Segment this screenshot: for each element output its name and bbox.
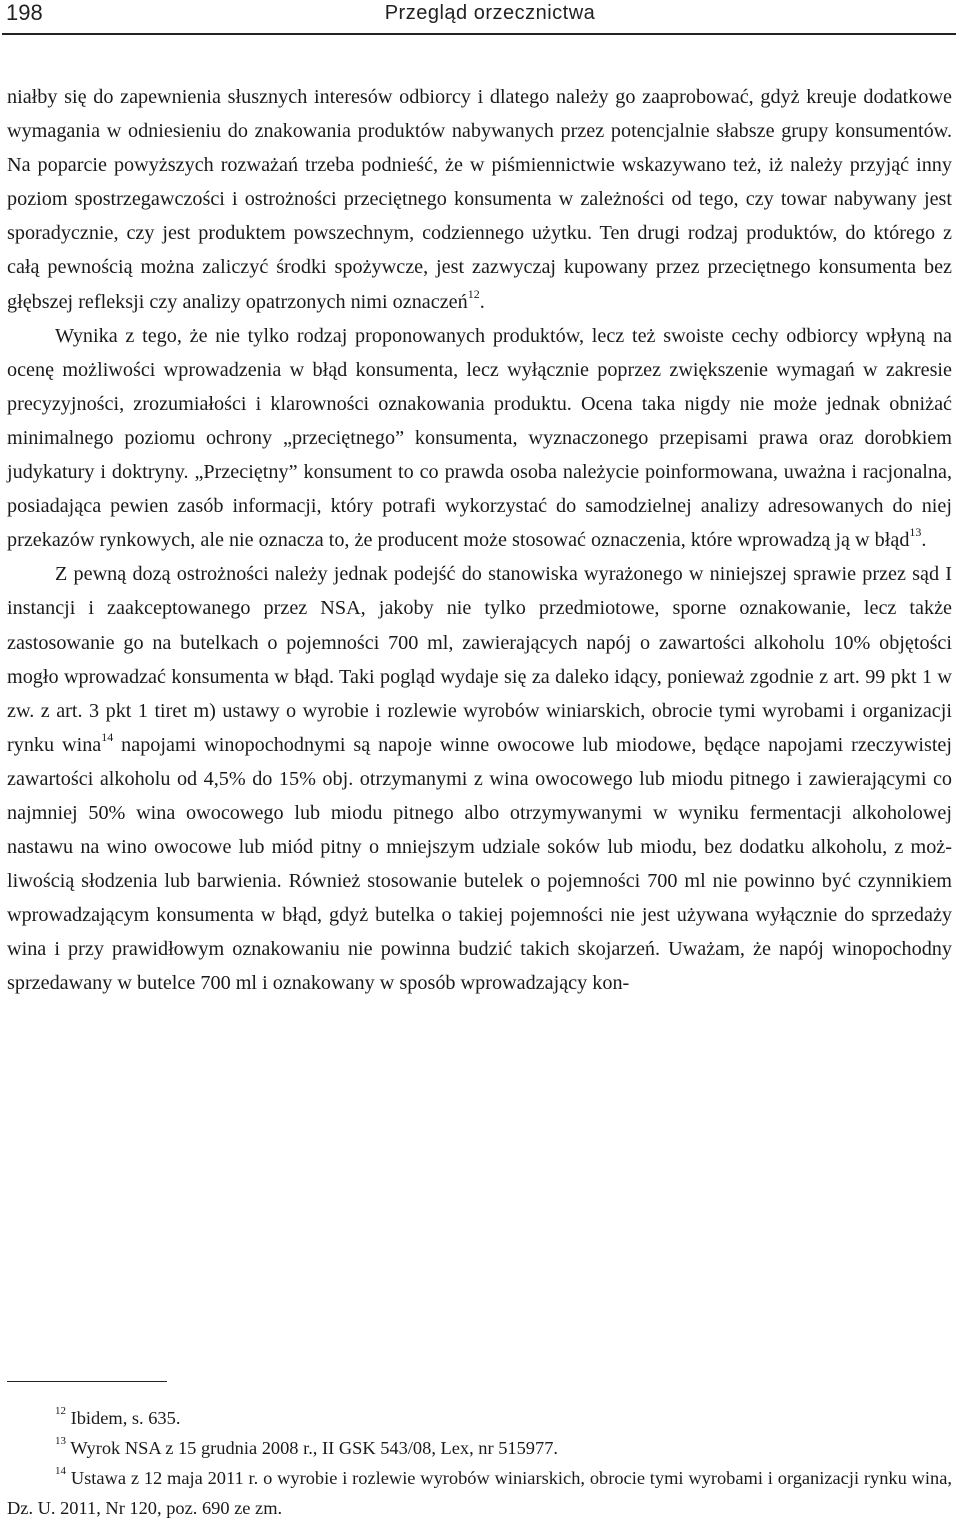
- footnote-number: 12: [55, 1404, 66, 1417]
- footnote-ref[interactable]: 13: [909, 525, 922, 540]
- footnote-number: 14: [55, 1464, 66, 1477]
- footnote-ref[interactable]: 12: [467, 286, 480, 301]
- paragraph: [7, 557, 952, 1000]
- footnote-number: 13: [55, 1434, 66, 1447]
- footnote-text: Wyrok NSA z 15 grudnia 2008 r., II GSK 543/08, Lex, nr 515977.: [66, 1438, 558, 1458]
- footnote-text: Ibidem, s. 635.: [66, 1408, 181, 1428]
- footnote: [7, 1433, 952, 1463]
- footnote-ref[interactable]: 14: [101, 730, 114, 745]
- body-text: [7, 80, 952, 1001]
- page-number: 198: [6, 0, 43, 25]
- paragraph-text: niałby się do zapewnienia słusznych interesów odbiorcy i dlatego należy go zaaprobować, gdyż kreuje dodatkowe wymagania w odniesieniu do znakowania produktów nabywanych przez potencjalnie słabsze grupy konsumentów. Na poparcie powyższych rozważań trzeba podnieść, że w piśmiennictwie wskazywano też, iż należy przyjąć inny poziom spostrzegawczości i ostrożności przeciętnego konsumenta w zależności od tego, czy towar nabywany jest sporadycznie, czy jest produktem powszechnym, codziennego użytku. Ten drugi rodzaj produktów, do którego z całą pewnością można zaliczyć środki spożywcze, jest zazwyczaj kupowany przez przeciętnego konsumenta bez głębszej refleksji czy analizy opatrzonych nimi oznaczeń: [7, 86, 952, 313]
- paragraph-text: Wynika z tego, że nie tylko rodzaj proponowanych produktów, lecz też swoiste cechy odbiorcy wpłyną na ocenę możliwości wprowadzenia w błąd konsumenta, lecz wyłącznie poprzez zwiększenie wymagań w zakresie precyzyjności, zrozumiałości i klarowności oznakowania produktu. Ocena taka nigdy nie może jednak obniżać minimalnego poziomu ochrony „przeciętnego” konsumenta, wyznaczonego przepisami prawa oraz dorobkiem judykatury i doktryny. „Przeciętny” konsument to co prawda osoba należycie poinformowana, uważna i racjonalna, posiadająca pewien zasób informacji, który potrafi wykorzystać do samodzielnej analizy adresowanych do niej przekazów rynkowych, ale nie oznacza to, że producent może stosować oznaczenia, które wprowadzą ją w błąd: [7, 324, 952, 552]
- footnote-separator: [7, 1381, 167, 1382]
- running-title: Przegląd orzecznictwa: [384, 2, 596, 24]
- paragraph-end: .: [921, 529, 927, 552]
- footnote: [7, 1463, 952, 1523]
- paragraph-text: napojami winopochodnymi są napoje winne owocowe lub miodowe, będące napojami rzeczywistej zawartości alkoholu od 4,5% do 15% obj. otrzymanymi z wina owocowego lub miodu pitnego i zawierającymi co najmniej 50% wina owocowego lub miodu pitnego albo otrzymywanymi w wyniku fermentacji alkoholowej nastawu na wino owocowe lub miód pitny o mniejszym udziale soków lub miodu, bez dodatku alkoholu, z możliwością słodzenia lub barwienia. Również stosowanie butelek o pojemności 700 ml nie powinno być czynnikiem wprowadzającym konsumenta w błąd, gdyż butelka o takiej pojemności nie jest używana wyłącznie do sprzedaży wina i przy prawidłowym oznakowaniu nie powinna budzić takich skojarzeń. Uważam, że napój winopochodny sprzedawany w butelce 700 ml i oznakowany w sposób wprowadzający kon-: [7, 733, 952, 995]
- paragraph-text: Z pewną dozą ostrożności należy jednak podejść do stanowiska wyrażonego w niniejszej sprawie przez sąd I instancji i zaakceptowanego przez NSA, jakoby nie tylko przedmiotowe, sporne oznakowanie, lecz także zastosowanie go na butelkach o pojemności 700 ml, zawierających napój o zawartości alkoholu 10% objętości mogło wprowadzać konsumenta w błąd. Taki pogląd wydaje się za daleko idący, ponieważ zgodnie z art. 99 pkt 1 w zw. z art. 3 pkt 1 tiret m) ustawy o wyrobie i rozlewie wyrobów winiarskich, obrocie tymi wyrobami i organizacji rynku wina: [7, 563, 952, 756]
- page-header: [0, 0, 960, 34]
- footnote-text: Ustawa z 12 maja 2011 r. o wyrobie i rozlewie wyrobów winiarskich, obrocie tymi wyrobami i organizacji rynku wina, Dz. U. 2011, Nr 120, poz. 690 ze zm.: [7, 1468, 952, 1518]
- footnote: [7, 1403, 952, 1433]
- paragraph-end: .: [479, 290, 485, 313]
- paragraph: [7, 319, 952, 558]
- header-rule: [2, 33, 956, 35]
- footnotes: [7, 1403, 952, 1523]
- paragraph: [7, 80, 952, 319]
